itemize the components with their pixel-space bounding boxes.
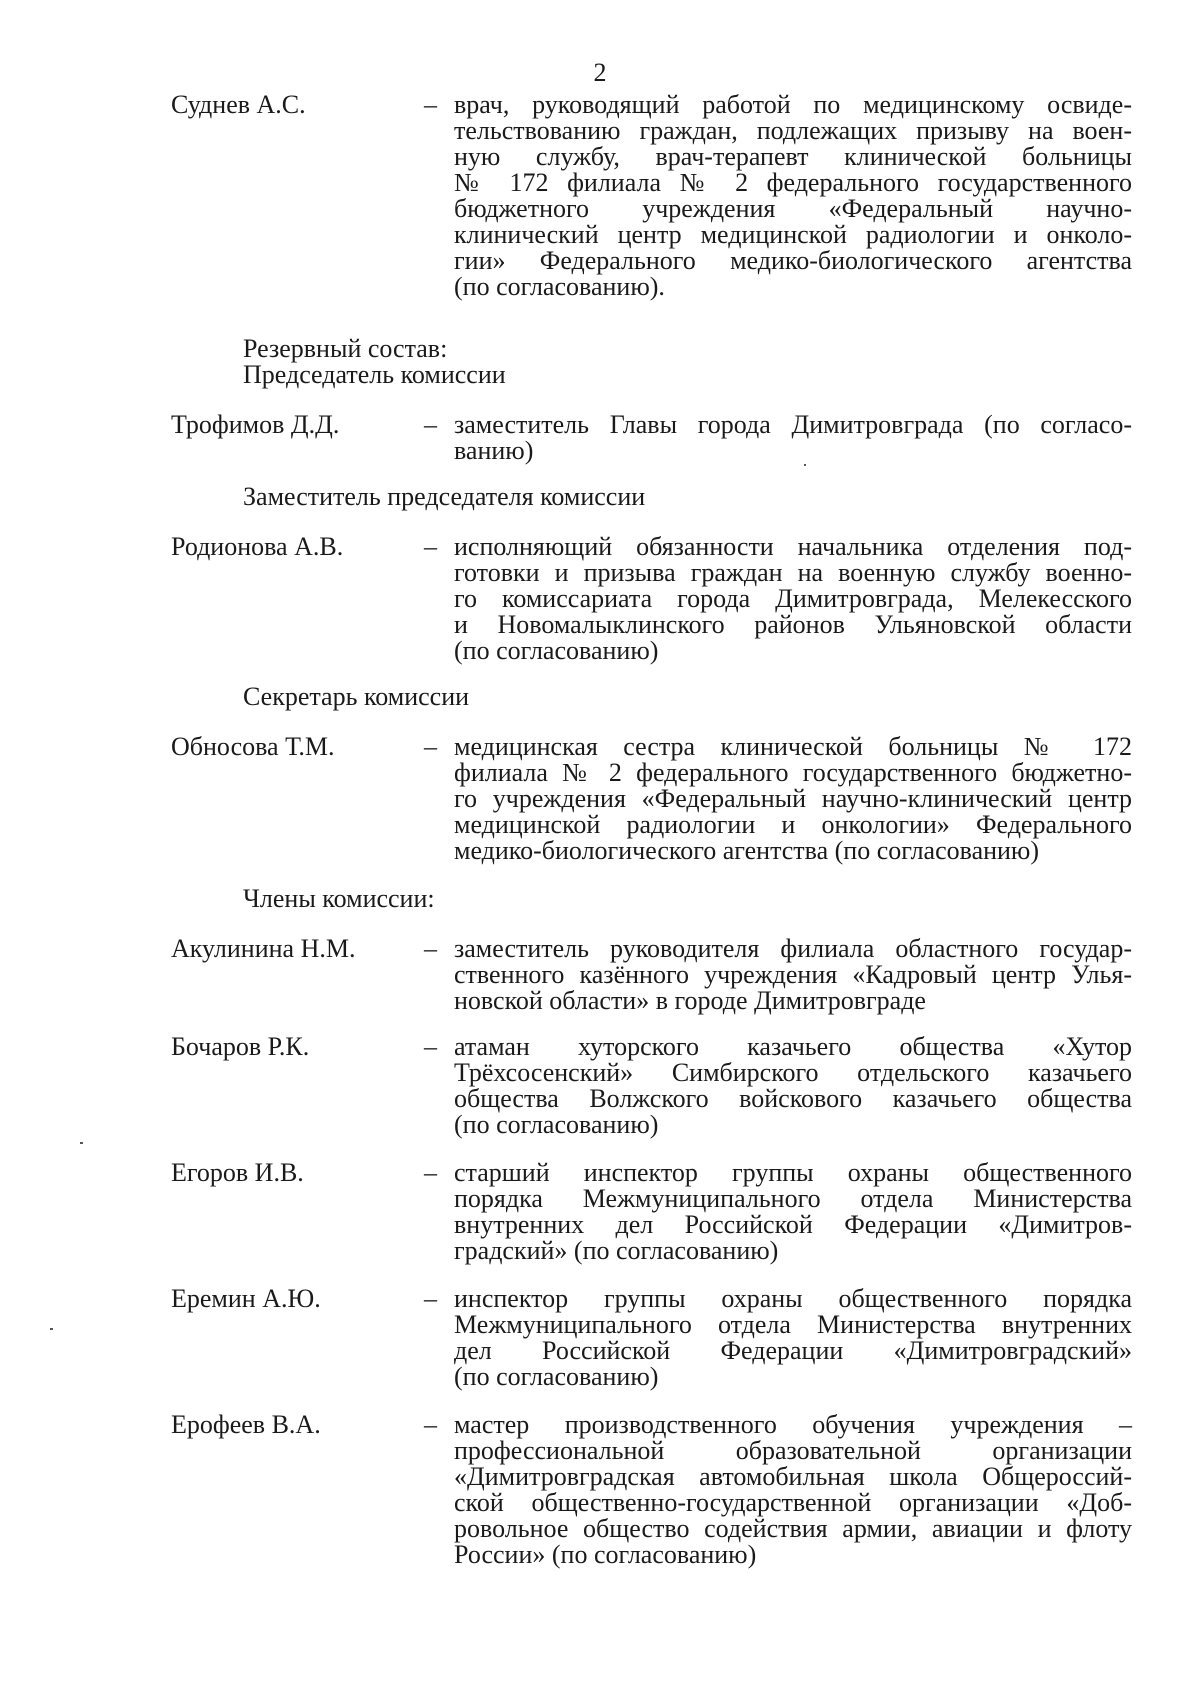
description-line: и Новомалыклинского районов Ульяновской области: [454, 610, 1132, 639]
scan-speck: [804, 464, 806, 466]
description-line: заместитель руководителя филиала областного государ-: [454, 934, 1132, 963]
member-description: [454, 1412, 1132, 1568]
member-name: Еремин А.Ю.: [171, 1284, 321, 1313]
description-line: (по согласованию): [454, 1110, 659, 1139]
dash: –: [424, 1158, 437, 1187]
member-description: [454, 92, 1132, 300]
description-line: Трёхсосенский» Симбирского отдельского казачьего: [454, 1058, 1132, 1087]
dash: –: [424, 934, 437, 963]
description-line: дел Российской Федерации «Димитровградский»: [454, 1336, 1132, 1365]
description-line: готовки и призыва граждан на военную службу военно-: [454, 558, 1132, 587]
description-line: филиала № 2 федерального государственного бюджетно-: [454, 758, 1132, 787]
description-line: врач, руководящий работой по медицинскому освиде-: [454, 90, 1132, 119]
member-name: Трофимов Д.Д.: [171, 410, 340, 439]
description-line: Межмуниципального отдела Министерства внутренних: [454, 1310, 1132, 1339]
description-line: клинический центр медицинской радиологии и онколо-: [454, 220, 1132, 249]
member-name: Егоров И.В.: [171, 1158, 304, 1187]
description-line: медицинская сестра клинической больницы № 172: [454, 732, 1132, 761]
scan-speck: [80, 1142, 83, 1144]
description-line: медицинской радиологии и онкологии» Федерального: [454, 810, 1132, 839]
dash: –: [424, 410, 437, 439]
description-line: профессиональной образовательной организации: [454, 1436, 1132, 1465]
description-line: го учреждения «Федеральный научно-клинический центр: [454, 784, 1132, 813]
page-number: 2: [593, 58, 607, 87]
description-line: ванию): [454, 436, 534, 465]
section-heading-secretary: Секретарь комиссии: [243, 682, 470, 711]
description-line: порядка Межмуниципального отдела Министерства: [454, 1184, 1132, 1213]
member-name: Бочаров Р.К.: [171, 1032, 310, 1061]
member-description: [454, 1034, 1132, 1138]
description-line: (по согласованию): [454, 1362, 659, 1391]
section-heading-reserve: Резервный состав:: [243, 334, 448, 363]
description-line: медико-биологического агентства (по согласованию): [454, 836, 1040, 865]
member-name: Суднев А.С.: [171, 90, 306, 119]
dash: –: [424, 732, 437, 761]
description-line: го комиссариата города Димитровграда, Мелекесского: [454, 584, 1132, 613]
section-heading-members: Члены комиссии:: [243, 884, 435, 913]
dash: –: [424, 1410, 437, 1439]
member-description: [454, 734, 1132, 864]
dash: –: [424, 532, 437, 561]
scan-speck: [50, 1328, 53, 1330]
description-line: ской общественно-государственной организации «Доб-: [454, 1488, 1132, 1517]
dash: –: [424, 1032, 437, 1061]
section-heading-deputy: Заместитель председателя комиссии: [243, 482, 646, 511]
description-line: бюджетного учреждения «Федеральный научно-: [454, 194, 1132, 223]
member-name: Родионова А.В.: [171, 532, 344, 561]
member-name: Ерофеев В.А.: [171, 1410, 321, 1439]
description-line: заместитель Главы города Димитровграда (по согласо-: [454, 410, 1132, 439]
member-name: Акулинина Н.М.: [171, 934, 356, 963]
dash: –: [424, 90, 437, 119]
description-line: тельствованию граждан, подлежащих призыву на воен-: [454, 116, 1132, 145]
member-description: [454, 1286, 1132, 1390]
description-line: ровольное общество содействия армии, авиации и флоту: [454, 1514, 1132, 1543]
description-line: атаман хуторского казачьего общества «Хутор: [454, 1032, 1132, 1061]
description-line: новской области» в городе Димитровграде: [454, 986, 926, 1015]
section-heading-chairman: Председатель комиссии: [243, 360, 506, 389]
description-line: исполняющий обязанности начальника отделения под-: [454, 532, 1132, 561]
description-line: гии» Федерального медико-биологического агентства: [454, 246, 1132, 275]
description-line: ственного казённого учреждения «Кадровый центр Улья-: [454, 960, 1132, 989]
description-line: мастер производственного обучения учреждения –: [454, 1410, 1132, 1439]
member-description: [454, 412, 1132, 464]
description-line: старший инспектор группы охраны общественного: [454, 1158, 1132, 1187]
description-line: (по согласованию).: [454, 272, 665, 301]
dash: –: [424, 1284, 437, 1313]
description-line: России» (по согласованию): [454, 1540, 757, 1569]
description-line: (по согласованию): [454, 636, 659, 665]
member-description: [454, 1160, 1132, 1264]
member-description: [454, 534, 1132, 664]
description-line: № 172 филиала № 2 федерального государственного: [454, 168, 1132, 197]
member-description: [454, 936, 1132, 1014]
member-name: Обносова Т.М.: [171, 732, 335, 761]
description-line: «Димитровградская автомобильная школа Общероссий-: [454, 1462, 1132, 1491]
description-line: инспектор группы охраны общественного порядка: [454, 1284, 1132, 1313]
description-line: ную службу, врач-терапевт клинической больницы: [454, 142, 1132, 171]
description-line: градский» (по согласованию): [454, 1236, 779, 1265]
description-line: общества Волжского войскового казачьего общества: [454, 1084, 1132, 1113]
description-line: внутренних дел Российской Федерации «Димитров-: [454, 1210, 1132, 1239]
